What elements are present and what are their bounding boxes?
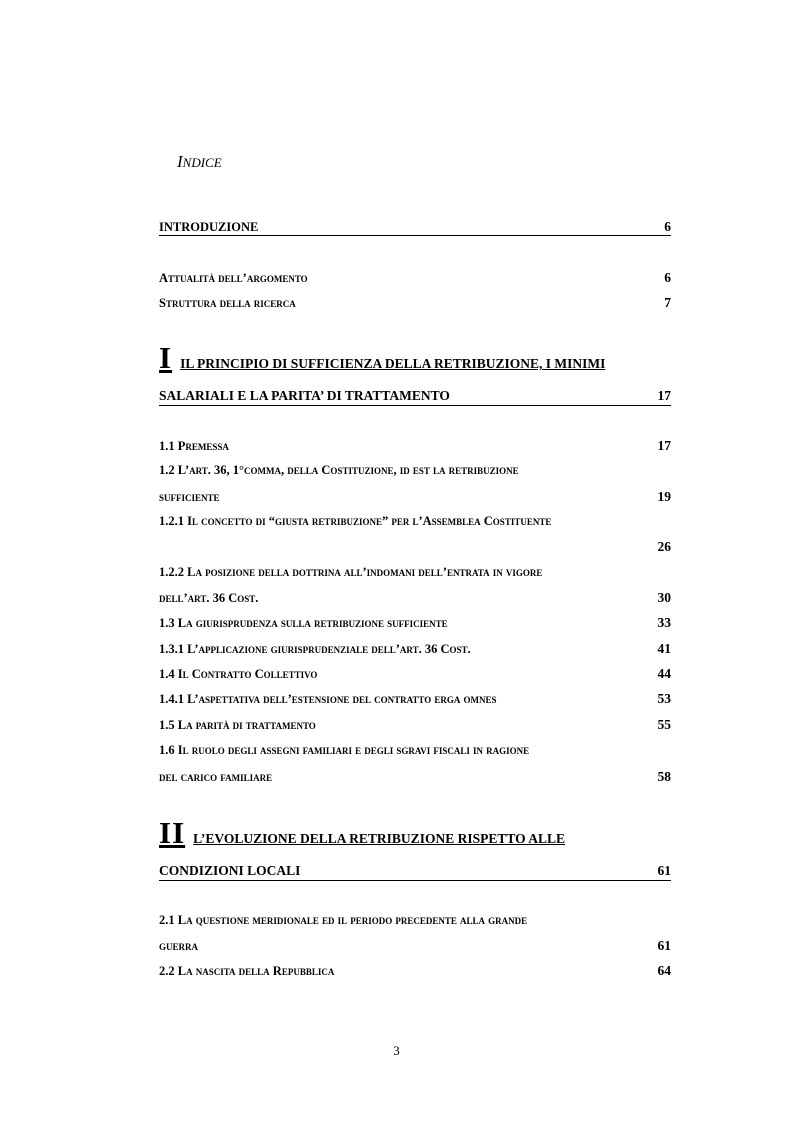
chapter-2-numeral: II bbox=[159, 815, 186, 850]
toc-item-label: 1.4 Il Contratto Collettivo bbox=[159, 667, 318, 681]
toc-item[interactable] bbox=[159, 963, 671, 979]
toc-item-page: 58 bbox=[657, 769, 671, 784]
toc-item-page: 33 bbox=[657, 615, 671, 630]
toc-item-label: 1.4.1 L’aspettativa dell’estensione del contratto erga omnes bbox=[159, 692, 497, 706]
toc-item-page: 17 bbox=[657, 438, 671, 453]
toc-item[interactable] bbox=[159, 615, 671, 631]
toc-item[interactable] bbox=[159, 463, 671, 478]
toc-item-label: dell’art. 36 Cost. bbox=[159, 591, 259, 605]
toc-item-label: 1.2.1 Il concetto di “giusta retribuzione” per l’Assemblea Costituente bbox=[159, 514, 552, 528]
chapter-1-title-line2-text: SALARIALI E LA PARITA’ DI TRATTAMENTO bbox=[159, 388, 450, 403]
chapter-1-heading[interactable] bbox=[159, 340, 605, 376]
index-title-initial: I bbox=[177, 152, 183, 171]
chapter-2-title-line2[interactable] bbox=[159, 863, 671, 881]
toc-item-label: guerra bbox=[159, 939, 199, 953]
toc-item-label: del carico familiare bbox=[159, 770, 273, 784]
toc-item[interactable] bbox=[159, 590, 671, 606]
chapter-1-numeral: I bbox=[159, 340, 173, 375]
toc-item[interactable] bbox=[159, 743, 671, 758]
toc-item-label: 1.2.2 La posizione della dottrina all’indomani dell’entrata in vigore bbox=[159, 565, 543, 579]
toc-item[interactable] bbox=[159, 489, 671, 505]
toc-item-label: 1.3 La giurisprudenza sulla retribuzione sufficiente bbox=[159, 616, 448, 630]
toc-item-label: sufficiente bbox=[159, 490, 220, 504]
toc-item[interactable] bbox=[159, 691, 671, 707]
toc-item[interactable] bbox=[159, 270, 671, 286]
toc-item-page: 53 bbox=[657, 691, 671, 706]
toc-intro-page: 6 bbox=[664, 219, 671, 234]
toc-item-page: 44 bbox=[657, 666, 671, 681]
toc-item[interactable] bbox=[159, 717, 671, 733]
toc-intro[interactable] bbox=[159, 219, 671, 236]
chapter-2-heading[interactable] bbox=[159, 815, 565, 851]
toc-item-page: 61 bbox=[657, 938, 671, 953]
toc-item-page: 64 bbox=[657, 963, 671, 978]
toc-item-label: 1.2 L’art. 36, 1°comma, della Costituzione, id est la retribuzione bbox=[159, 463, 519, 477]
toc-item[interactable] bbox=[159, 565, 671, 580]
toc-item-page: 7 bbox=[664, 295, 671, 310]
toc-intro-label: INTRODUZIONE bbox=[159, 220, 259, 234]
toc-item[interactable] bbox=[159, 666, 671, 682]
index-title bbox=[177, 152, 222, 172]
toc-item[interactable] bbox=[159, 913, 671, 928]
toc-item-label: Struttura della ricerca bbox=[159, 296, 296, 310]
toc-item-page: 41 bbox=[657, 641, 671, 656]
chapter-1-page: 17 bbox=[657, 388, 671, 403]
chapter-1-title-line2[interactable] bbox=[159, 388, 671, 406]
toc-item-page: 6 bbox=[664, 270, 671, 285]
toc-item-page: 19 bbox=[657, 489, 671, 504]
page-number: 3 bbox=[393, 1043, 400, 1058]
chapter-2-title-line2-text: CONDIZIONI LOCALI bbox=[159, 863, 301, 878]
toc-item-page: 55 bbox=[657, 717, 671, 732]
toc-item-page: 26 bbox=[657, 539, 671, 554]
toc-item[interactable] bbox=[159, 938, 671, 954]
toc-item-label: 2.2 La nascita della Repubblica bbox=[159, 964, 335, 978]
chapter-2-title-line1: L’EVOLUZIONE DELLA RETRIBUZIONE RISPETTO ALLE bbox=[193, 831, 565, 846]
toc-item-label: 1.5 La parità di trattamento bbox=[159, 718, 316, 732]
toc-item-label: Attualità dell’argomento bbox=[159, 271, 308, 285]
toc-item-label: 2.1 La questione meridionale ed il periodo precedente alla grande bbox=[159, 913, 528, 927]
toc-item-page: 30 bbox=[657, 590, 671, 605]
toc-item[interactable] bbox=[159, 769, 671, 785]
toc-item-label: 1.3.1 L’applicazione giurisprudenziale dell’art. 36 Cost. bbox=[159, 642, 471, 656]
chapter-2-page: 61 bbox=[657, 863, 671, 878]
toc-item-label: 1.6 Il ruolo degli assegni familiari e degli sgravi fiscali in ragione bbox=[159, 743, 530, 757]
toc-item[interactable] bbox=[159, 295, 671, 311]
toc-item-label: 1.1 Premessa bbox=[159, 439, 229, 453]
chapter-1-title-line1: IL PRINCIPIO DI SUFFICIENZA DELLA RETRIBUZIONE, I MINIMI bbox=[180, 356, 606, 371]
toc-item[interactable] bbox=[159, 514, 675, 529]
toc-item[interactable] bbox=[159, 438, 671, 454]
toc-item[interactable] bbox=[159, 641, 671, 657]
toc-item[interactable] bbox=[159, 539, 671, 555]
index-title-rest: NDICE bbox=[182, 155, 222, 170]
